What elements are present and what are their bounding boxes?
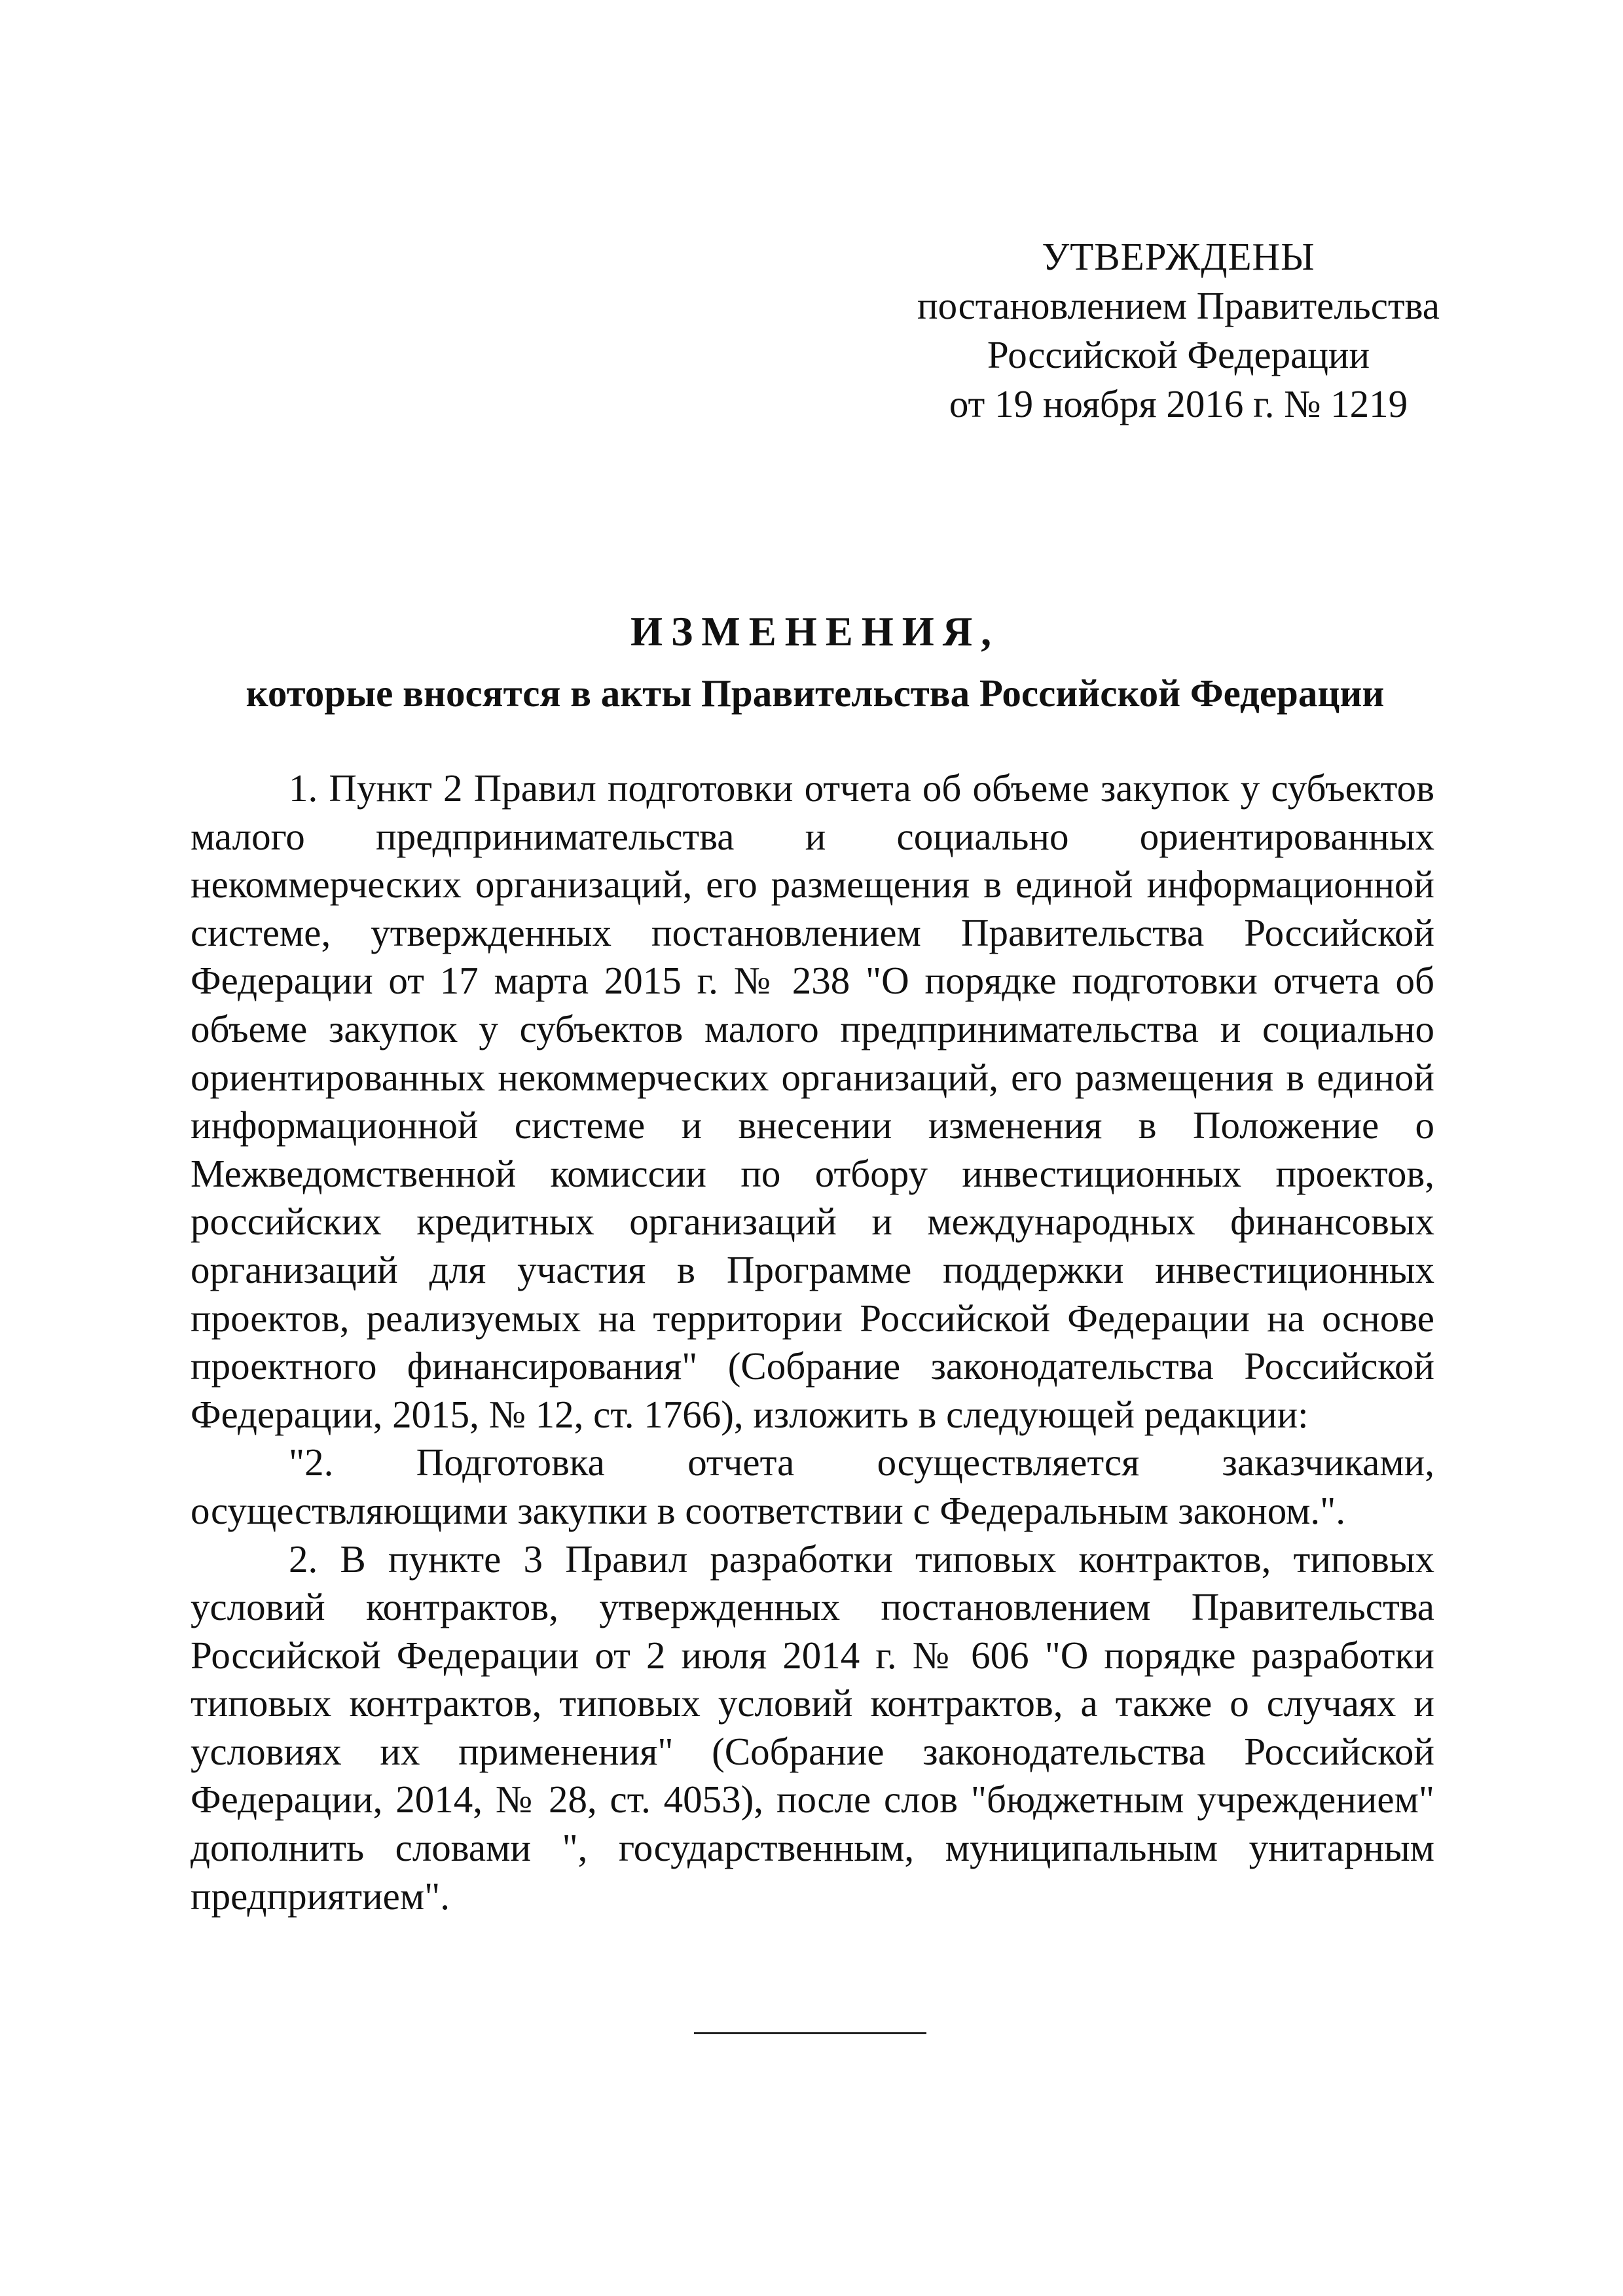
approval-issuer: постановлением Правительства (917, 284, 1440, 327)
paragraph-item-1: 1. Пункт 2 Правил подготовки отчета об объеме закупок у субъектов малого предпринимательства и социально ориентированных некоммерческих организаций, его размещения в единой информационной системе, утвержденных постановлением Правительства Российской Федерации от 17 марта 2015 г. № 238 "О порядке подготовки отчета об объеме закупок у субъектов малого предпринимательства и социально ориентированных некоммерческих организаций, его размещения в единой информационной системе и внесении изменения в Положение о Межведомственной комиссии по отбору инвестиционных проектов, российских кредитных организаций и международных финансовых организаций для участия в Программе поддержки инвестиционных проектов, реализуемых на территории Российской Федерации на основе проектного финансирования" (Собрание законодательства Российской Федерации, 2015, № 12, ст. 1766), изложить в следующей редакции: (191, 766, 1434, 1436)
document-heading (131, 602, 1499, 719)
document-body (191, 764, 1434, 1920)
paragraph-item-1-new-wording: "2. Подготовка отчета осуществляется заказчиками, осуществляющими закупки в соответствии с Федеральным законом.". (191, 1441, 1434, 1532)
document-subtitle: которые вносятся в акты Правительства Российской Федерации (246, 672, 1385, 715)
closing-divider (694, 2032, 926, 2034)
approval-government: Российской Федерации (987, 333, 1370, 376)
approval-stamp: УТВЕРЖДЕНЫ (1042, 235, 1315, 278)
paragraph-item-2: 2. В пункте 3 Правил разработки типовых контрактов, типовых условий контрактов, утвержденных постановлением Правительства Российской Федерации от 2 июля 2014 г. № 606 "О порядке разработки типовых контрактов, типовых условий контрактов, а также о случаях и условиях их применения" (Собрание законодательства Российской Федерации, 2014, № 28, ст. 4053), после слов "бюджетным учреждением" дополнить словами ", государственным, муниципальным унитарным предприятием". (191, 1537, 1434, 1918)
approval-block (818, 232, 1539, 429)
document-title: ИЗМЕНЕНИЯ, (630, 609, 1000, 655)
approval-date-number: от 19 ноября 2016 г. № 1219 (949, 382, 1408, 425)
